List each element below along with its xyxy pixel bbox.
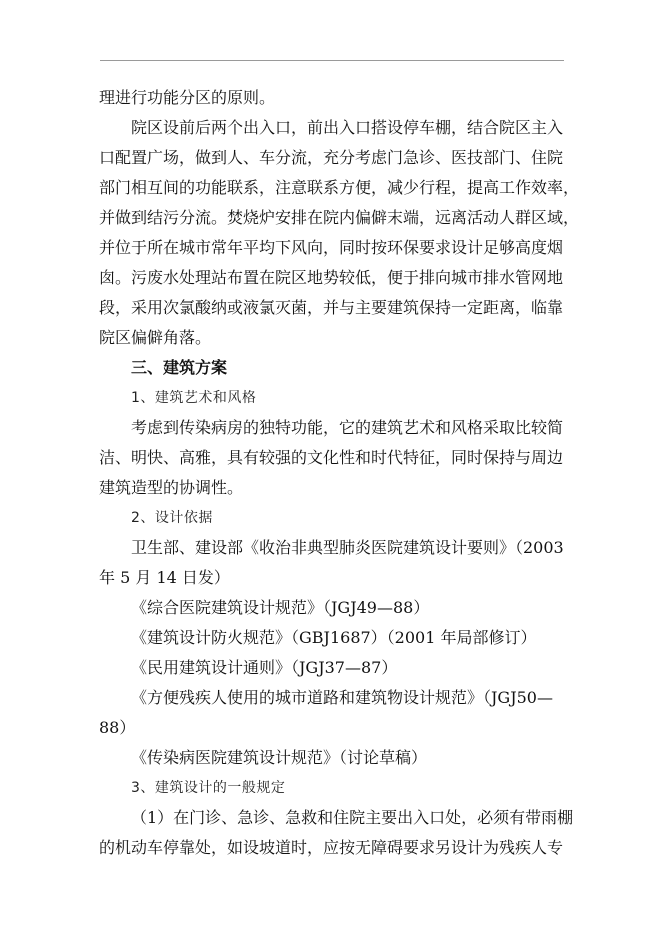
text-line: 考虑到传染病房的独特功能，它的建筑艺术和风格采取比较简 [131,418,564,437]
text-line: 段，采用次氯酸纳或液氯灭菌，并与主要建筑保持一定距离，临靠 [99,298,564,317]
text-line: 并做到结污分流。焚烧炉安排在院内偏僻末端，远离活动人群区域， [99,208,580,227]
reference-item: 《民用建筑设计通则》（JGJ37—87） [131,658,398,677]
text-line: 院区设前后两个出入口，前出入口搭设停车棚，结合院区主入 [131,118,564,137]
text-line: 的机动车停靠处，如设坡道时，应按无障碍要求另设计为残疾人专 [99,838,564,857]
section-heading: 三、建筑方案 [131,358,228,377]
text-line: 理进行功能分区的原则。 [99,88,276,107]
reference-item: 《综合医院建筑设计规范》（JGJ49—88） [131,598,430,617]
text-line: 口配置广场，做到人、车分流，充分考虑门急诊、医技部门、住院 [99,148,564,167]
header-rule [100,60,564,61]
text-line: 并位于所在城市常年平均下风向，同时按环保要求设计足够高度烟 [99,238,564,257]
subsection-heading: 2、设计依据 [131,510,213,526]
reference-item-continued: 年 5 月 14 日发） [99,568,230,587]
subsection-heading: 3、建筑设计的一般规定 [131,780,286,796]
text-line: 部门相互间的功能联系，注意联系方便，减少行程，提高工作效率， [99,178,580,197]
text-line: （1）在门诊、急诊、急救和住院主要出入口处，必须有带雨棚 [131,808,574,827]
subsection-heading: 1、建筑艺术和风格 [131,390,257,406]
text-line: 洁、明快、高雅，具有较强的文化性和时代特征，同时保持与周边 [99,448,564,467]
reference-item: 《方便残疾人使用的城市道路和建筑物设计规范》（JGJ50— [131,688,553,707]
text-line: 囱。污废水处理站布置在院区地势较低，便于排向城市排水管网地 [99,268,564,287]
reference-item: 《传染病医院建筑设计规范》（讨论草稿） [131,748,428,767]
reference-item: 卫生部、建设部《收治非典型肺炎医院建筑设计要则》（2003 [131,538,564,557]
text-line: 院区偏僻角落。 [99,328,212,347]
reference-item: 《建筑设计防火规范》（GBJ1687）（2001 年局部修订） [131,628,537,647]
reference-item-continued: 88） [99,718,136,737]
text-line: 建筑造型的协调性。 [99,478,244,497]
